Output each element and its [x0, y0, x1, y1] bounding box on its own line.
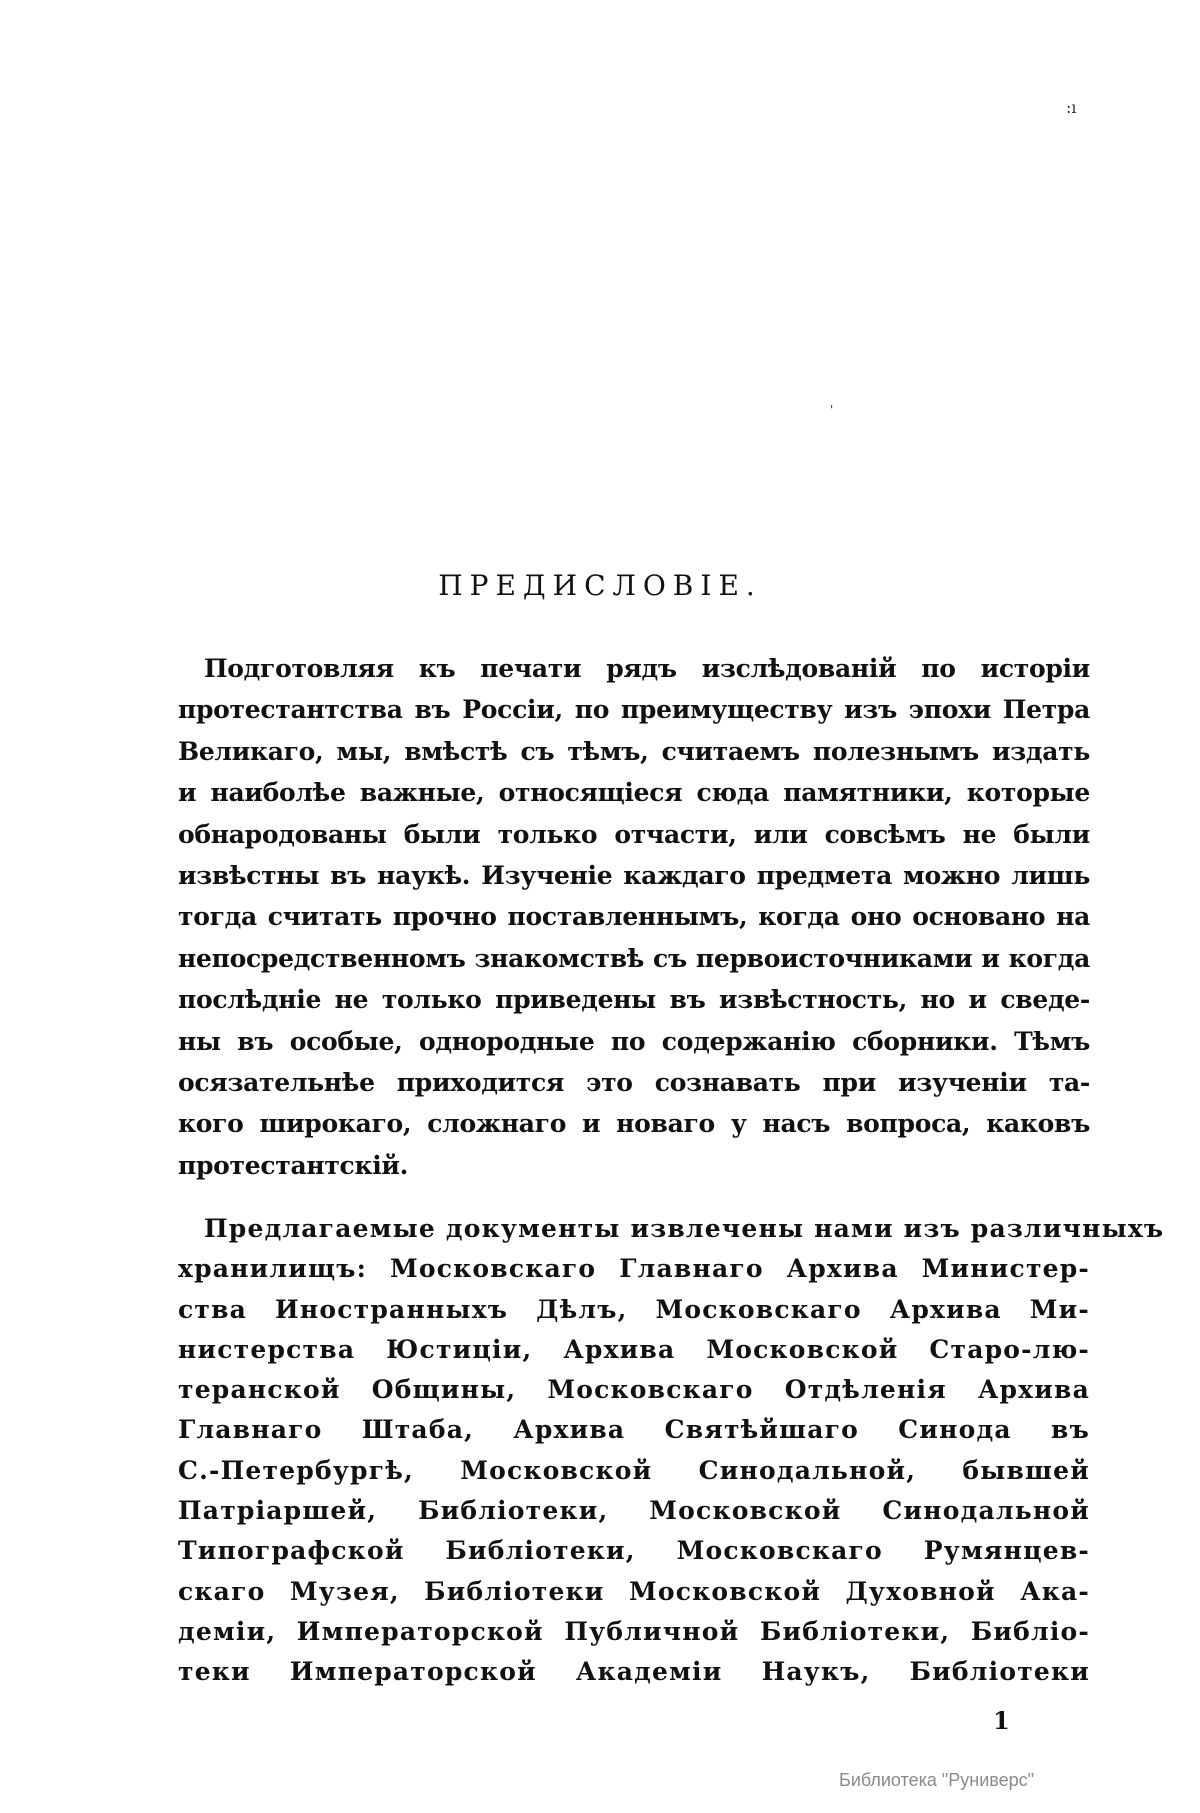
- paragraph-2: [178, 1209, 1165, 1693]
- library-watermark: Библиотека "Руниверс": [839, 1770, 1035, 1790]
- text-line: Типографской Библіотеки, Московскаго Румянцев-: [178, 1536, 1090, 1566]
- text-line: Патріаршей, Библіотеки, Московской Синодальной: [178, 1496, 1090, 1526]
- speck-mark: ': [830, 403, 834, 417]
- text-line: и наиболѣе важные, относящіеся сюда памятники, которые: [178, 778, 1090, 808]
- text-line: извѣстны въ наукѣ. Изученіе каждаго предмета можно лишь: [178, 860, 1090, 890]
- page-title: ПРЕДИСЛОВІЕ.: [438, 568, 762, 602]
- text-line: кого широкаго, сложнаго и новаго у насъ вопроса, каковъ: [178, 1109, 1090, 1139]
- text-line: нистерства Юстиціи, Архива Московской Старо-лю-: [178, 1334, 1090, 1364]
- text-line: скаго Музея, Библіотеки Московской Духовной Ака-: [178, 1576, 1090, 1606]
- text-line: послѣдніе не только приведены въ извѣстность, но и сведе-: [178, 985, 1090, 1015]
- text-line: тогда считать прочно поставленнымъ, когда оно основано на: [178, 902, 1090, 932]
- text-line: теки Императорской Академіи Наукъ, Библіотеки: [178, 1657, 1090, 1687]
- text-line: протестантства въ Россіи, по преимуществу изъ эпохи Петра: [178, 695, 1090, 725]
- text-line: протестантскій.: [178, 1150, 409, 1180]
- text-line: осязательнѣе приходится это сознавать при изученіи та-: [178, 1067, 1090, 1097]
- text-line: хранилищъ: Московскаго Главнаго Архива Министер-: [178, 1254, 1090, 1284]
- text-line: Великаго, мы, вмѣстѣ съ тѣмъ, считаемъ полезнымъ издать: [178, 736, 1090, 766]
- text-line: ны въ особые, однородные по содержанію сборники. Тѣмъ: [178, 1026, 1090, 1056]
- paragraph-1: [178, 648, 1090, 1186]
- page-number: 1: [993, 1706, 1010, 1735]
- text-line: непосредственномъ знакомствѣ съ первоисточниками и когда: [178, 943, 1090, 973]
- text-line: обнародованы были только отчасти, или совсѣмъ не были: [178, 819, 1090, 849]
- text-line: деміи, Императорской Публичной Библіотеки, Библіо-: [178, 1616, 1090, 1646]
- text-line: С.-Петербургѣ, Московской Синодальной, бывшей: [178, 1455, 1090, 1485]
- text-line: Главнаго Штаба, Архива Святѣйшаго Синода въ: [178, 1415, 1090, 1445]
- text-line: ства Иностранныхъ Дѣлъ, Московскаго Архива Ми-: [178, 1294, 1090, 1324]
- text-line: Предлагаемые документы извлечены нами изъ различныхъ: [204, 1214, 1165, 1243]
- text-line: теранской Общины, Московскаго Отдѣленія Архива: [178, 1375, 1090, 1405]
- text-line: Подготовляя къ печати рядъ изслѣдованій по исторіи: [204, 654, 1090, 683]
- corner-mark: :ı: [1066, 98, 1077, 117]
